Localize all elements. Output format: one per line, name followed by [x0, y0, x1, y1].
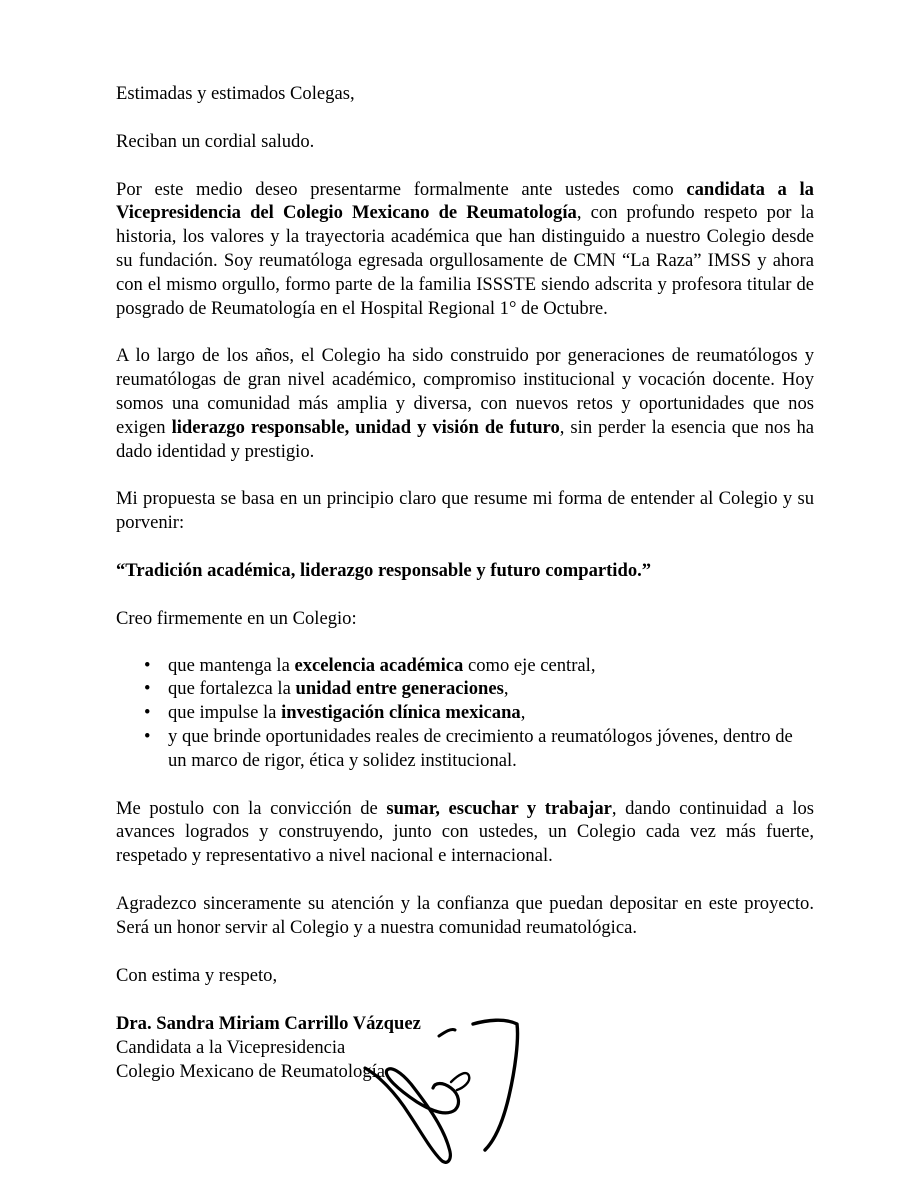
list-item-bold: unidad entre generaciones	[295, 678, 504, 700]
list-item-text: y que brinde oportunidades reales de crecimiento a reumatólogos jóvenes, dentro de un marco de rigor, ética y solidez institucional.	[168, 725, 793, 771]
commitments-list	[116, 654, 814, 773]
closing: Con estima y respeto,	[116, 964, 278, 986]
paragraph-introduction	[116, 178, 814, 321]
signer-role: Candidata a la Vicepresidencia	[116, 1037, 346, 1059]
paragraph-belief: Creo firmemente en un Colegio:	[116, 607, 357, 629]
bullet-icon: •	[144, 654, 151, 676]
greeting: Estimadas y estimados Colegas,	[116, 83, 355, 104]
paragraph-thanks: Agradezco sinceramente su atención y la confianza que puedan depositar en este proyecto. Será un honor servir al Colegio y a nuestra comunidad reumatológica.	[116, 892, 814, 938]
paragraph-proposal: Mi propuesta se basa en un principio claro que resume mi forma de entender al Colegio y su porvenir:	[116, 488, 814, 534]
list-item	[116, 654, 814, 678]
conviction-bold: sumar, escuchar y trabajar	[386, 797, 612, 819]
list-item-text: que impulse la	[168, 702, 282, 724]
list-item-text: que fortalezca la	[168, 678, 296, 700]
list-item-bold: excelencia académica	[294, 654, 464, 676]
salutation: Reciban un cordial saludo.	[116, 130, 315, 152]
letter-body	[116, 82, 814, 1084]
list-item	[116, 701, 814, 725]
list-item-text: que mantenga la	[168, 654, 295, 676]
signer-organization: Colegio Mexicano de Reumatología	[116, 1060, 386, 1082]
paragraph-conviction	[116, 797, 814, 868]
bullet-icon: •	[144, 725, 151, 747]
paragraph-history	[116, 344, 814, 463]
history-text: A lo largo de los años, el Colegio ha sido construido por generaciones de reumatólogos y reumatólogas de gran nivel académico, compromiso institucional y vocación docente. Hoy somos una comunidad más amplia y diversa, con nuevos retos y oportunidades que nos exigen	[116, 345, 814, 438]
motto: “Tradición académica, liderazgo responsable y futuro compartido.”	[116, 559, 652, 581]
intro-bold-candidacy: candidata a la Vicepresidencia del Colegio Mexicano de Reumatología	[116, 178, 814, 224]
list-item	[116, 725, 814, 773]
intro-text: Por este medio deseo presentarme formalmente ante ustedes como	[116, 178, 687, 200]
handwritten-signature	[355, 1010, 535, 1170]
signer-name: Dra. Sandra Miriam Carrillo Vázquez	[116, 1013, 421, 1035]
conviction-text-continued: , dando continuidad a los avances logrados y construyendo, junto con ustedes, un Colegio cada vez más fuerte, respetado y representativo a nivel nacional e internacional.	[116, 797, 815, 867]
bullet-icon: •	[144, 702, 151, 724]
list-item-text-end: como eje central,	[463, 654, 596, 676]
conviction-text: Me postulo con la convicción de	[116, 797, 387, 819]
intro-text-continued: , con profundo respeto por la historia, los valores y la trayectoria académica que han distinguido a nuestro Colegio desde su fundación. Soy reumatóloga egresada orgullosamente de CMN “La Raza” IMSS y ahora con el mismo orgullo, formo parte de la familia ISSSTE siendo adscrita y profesora titular de posgrado de Reumatología en el Hospital Regional 1° de Octubre.	[116, 202, 814, 319]
bullet-icon: •	[144, 678, 151, 700]
history-text-continued: , sin perder la esencia que nos ha dado identidad y prestigio.	[116, 416, 814, 462]
history-bold-leadership: liderazgo responsable, unidad y visión de futuro	[171, 416, 560, 438]
list-item-text-end: ,	[503, 678, 509, 700]
list-item	[116, 677, 814, 701]
list-item-bold: investigación clínica mexicana	[281, 702, 521, 724]
list-item-text-end: ,	[520, 702, 526, 724]
